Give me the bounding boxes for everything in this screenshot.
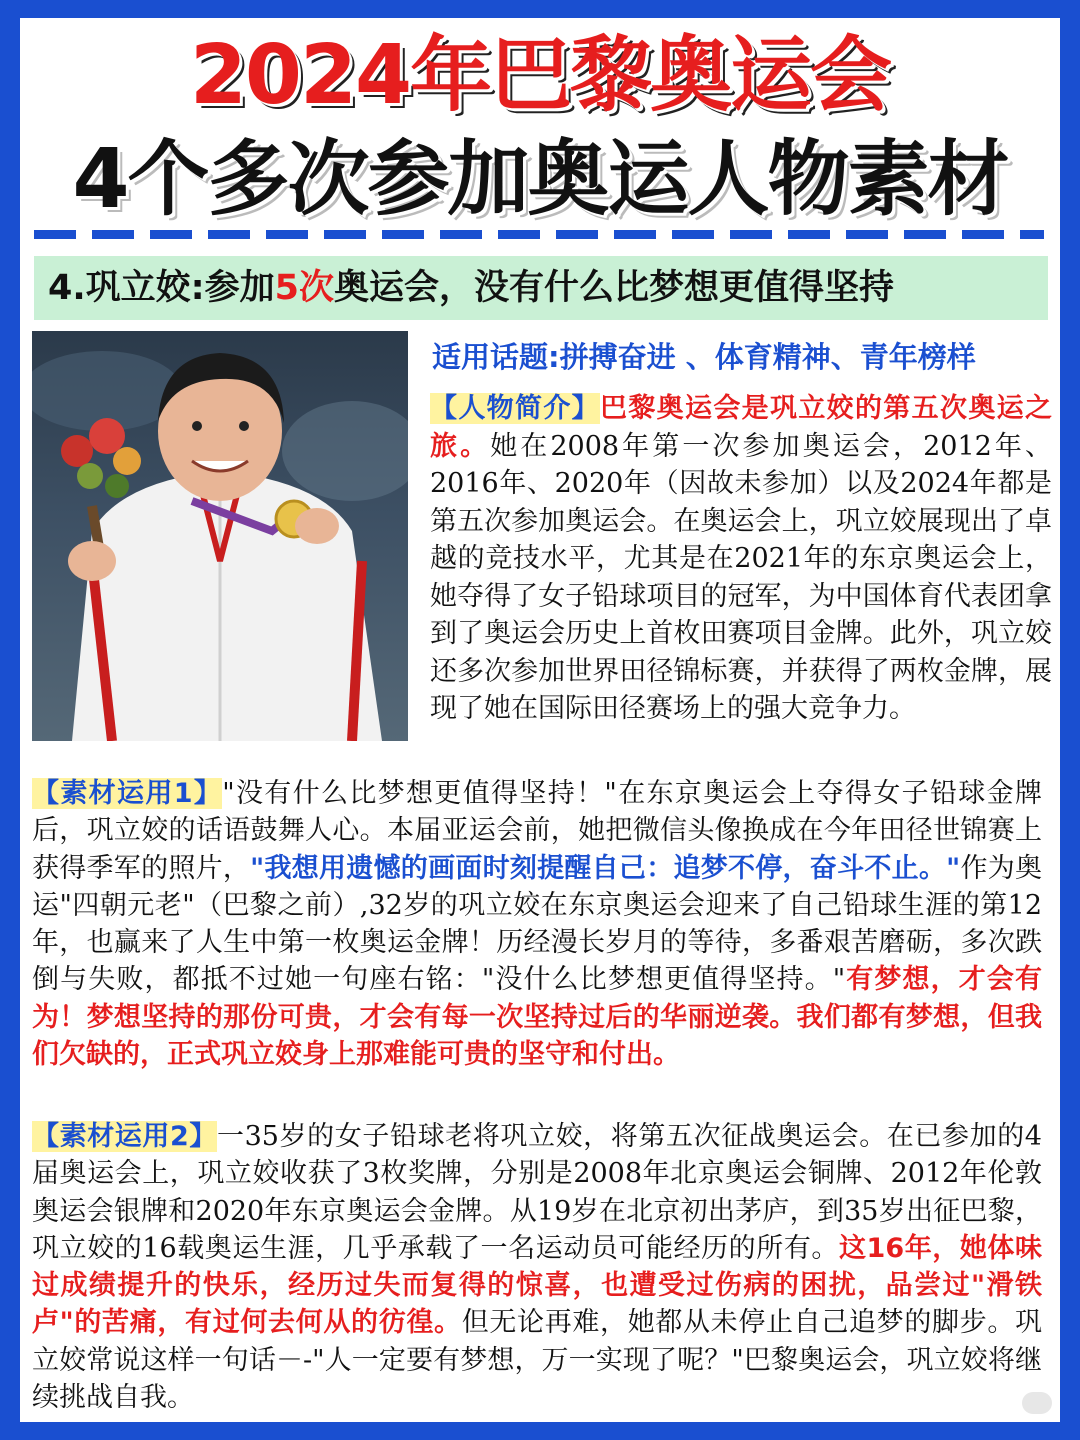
athlete-illustration [32, 331, 408, 741]
intro-lead: 巴黎奥运会是巩立姣的第五次奥运之旅。 [430, 393, 1052, 462]
watermark-badge [1022, 1392, 1052, 1414]
material-2-text-a: 一35岁的女子铅球老将巩立姣，将第五次征战奥运会。在已参加的4届奥运会上，巩立姣收获了3枚奖牌，分别是2008年北京奥运会铜牌、2012年伦敦奥运会银牌和2020年东京奥运会金牌。从19岁在北京初出茅庐，到35岁出征巴黎，巩立姣的16载奥运生涯，几乎承载了一名运动员可能经历的所有。 [32, 1121, 1042, 1264]
material-1-conclusion: 有梦想，才会有为！梦想坚持的那份可贵，才会有每一次坚持过后的华丽逆袭。我们都有梦想，但我们欠缺的，正式巩立姣身上那难能可贵的坚守和付出。 [32, 964, 1042, 1071]
material-2-text-b: 但无论再难，她都从未停止自己追梦的脚步。巩立姣常说这样一句话－-"人一定要有梦想，万一实现了呢？"巴黎奥运会，巩立姣将继续挑战自我。 [32, 1307, 1042, 1414]
material-1-paragraph [32, 775, 1042, 1073]
dashed-divider [34, 230, 1044, 239]
page-frame [20, 18, 1060, 1422]
subtitle-highlight: 5次 [274, 268, 335, 308]
applicable-topics: 适用话题:拼搏奋进 、体育精神、青年榜样 [432, 340, 976, 374]
intro-tag: 【人物简介】 [430, 393, 600, 424]
intro-body: 她在2008年第一次参加奥运会，2012年、2016年、2020年（因故未参加）以及2024年都是第五次参加奥运会。在奥运会上，巩立姣展现出了卓越的竞技水平，尤其是在2021年的东京奥运会上，她夺得了女子铅球项目的冠军，为中国体育代表团拿到了奥运会历史上首枚田赛项目金牌。此外，巩立姣还多次参加世界田径锦标赛，并获得了两枚金牌，展现了她在国际田径赛场上的强大竞争力。 [430, 430, 1052, 724]
section-subtitle [34, 256, 1048, 320]
title-line-2: 4个多次参加奥运人物素材 [72, 132, 1008, 227]
subtitle-prefix: 4.巩立姣:参加 [48, 268, 275, 308]
intro-paragraph [430, 390, 1052, 728]
material-1-quote: "我想用遗憾的画面时刻提醒自己：追梦不停，奋斗不止。" [250, 852, 961, 884]
material-1-text-b: 作为奥运"四朝元老"（巴黎之前）,32岁的巩立姣在东京奥运会迎来了自己铅球生涯的第12年，也赢来了人生中第一枚奥运金牌！历经漫长岁月的等待，多番艰苦磨砺，多次跌倒与失败，都抵不过她一句座右铭："没什么比梦想更值得坚持。" [32, 852, 1043, 996]
material-2-highlight: 这16年，她体味过成绩提升的快乐，经历过失而复得的惊喜，也遭受过伤病的困扰，品尝过"滑铁卢"的苦痛，有过何去何从的彷徨。 [32, 1232, 1042, 1339]
material-2-tag: 【素材运用2】 [32, 1121, 217, 1152]
title-line-1: 2024年巴黎奥运会 [189, 28, 891, 123]
material-2-paragraph [32, 1118, 1042, 1416]
material-1-text-a: "没有什么比梦想更值得坚持！"在东京奥运会上夺得女子铅球金牌后，巩立姣的话语鼓舞人心。本届亚运会前，她把微信头像换成在今年田径世锦赛上获得季军的照片， [32, 778, 1042, 884]
material-1-tag: 【素材运用1】 [32, 778, 223, 809]
athlete-photo [32, 331, 408, 741]
subtitle-suffix: 奥运会，没有什么比梦想更值得坚持 [334, 268, 895, 308]
